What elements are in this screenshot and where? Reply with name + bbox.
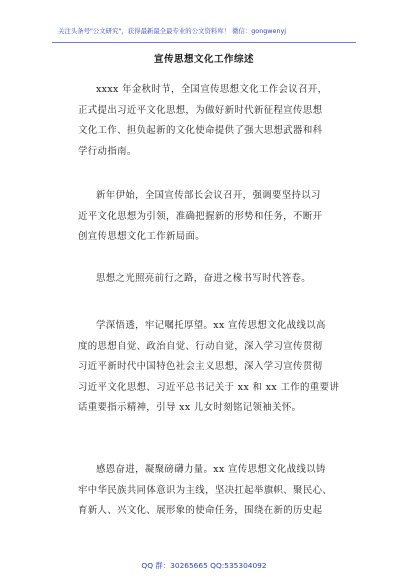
paragraph-line: 习近平新时代中国特色社会主义思想，深入学习宣传贯彻 [78, 361, 323, 372]
paragraph-line: 正式提出习近平文化思想，为做好新时代新征程宣传思想 [78, 104, 323, 116]
paragraph-line: 新年伊始，全国宣传部长会议召开，强调要坚持以习 [96, 190, 321, 201]
paragraph-5 [78, 460, 340, 522]
paragraph-line: 近平文化思想为引领，准确把握新的形势和任务，不断开 [78, 210, 323, 222]
paragraph-line: 学行动指南。 [78, 145, 137, 157]
footer-contact: QQ 群：30265665 QQ:535304092 [141, 561, 267, 570]
paragraph-line: 育新人、兴文化、展形象的使命任务，围绕在新的历史起 [78, 505, 323, 516]
paragraph-line: 习近平文化思想、习近平总书记关于 xx 和 xx 工作的重要讲 [78, 381, 340, 393]
paragraph-line: 感恩奋进，凝聚磅礴力量。xx 宣传思想文化战线以铸 [96, 464, 326, 475]
paragraph-line: 话重要指示精神，引导 xx 儿女时刻铭记领袖关怀。 [78, 402, 302, 413]
paragraph-line: 创宣传思想文化工作新局面。 [78, 231, 206, 242]
paragraph-line: 牢中华民族共同体意识为主线，坚决扛起举旗帜、聚民心、 [78, 484, 333, 496]
header-banner: 关注头条号"公文研究"，获得最新最全最专业的公文资料库！ 微信：gongwenyj [58, 27, 287, 35]
paragraph-line: xxxx 年金秋时节，全国宣传思想文化工作会议召开， [96, 84, 328, 95]
header-divider [52, 42, 356, 43]
paragraph-line: 思想之光照亮前行之路，奋进之椽书写时代答卷。 [96, 273, 312, 284]
paragraph-4 [78, 316, 340, 419]
document-title: 宣传思想文化工作综述 [153, 54, 254, 65]
paragraph-3 [78, 269, 340, 290]
paragraph-line: 文化工作、担负起新的文化使命提供了强大思想武器和科 [78, 125, 323, 136]
paragraph-line: 度的思想自觉、政治自觉、行动自觉，深入学习宣传贯彻 [78, 340, 323, 352]
paragraph-1 [78, 80, 340, 162]
paragraph-2 [78, 186, 340, 248]
paragraph-line: 学深悟透，牢记嘱托厚望。xx 宣传思想文化战线以高 [96, 320, 326, 331]
